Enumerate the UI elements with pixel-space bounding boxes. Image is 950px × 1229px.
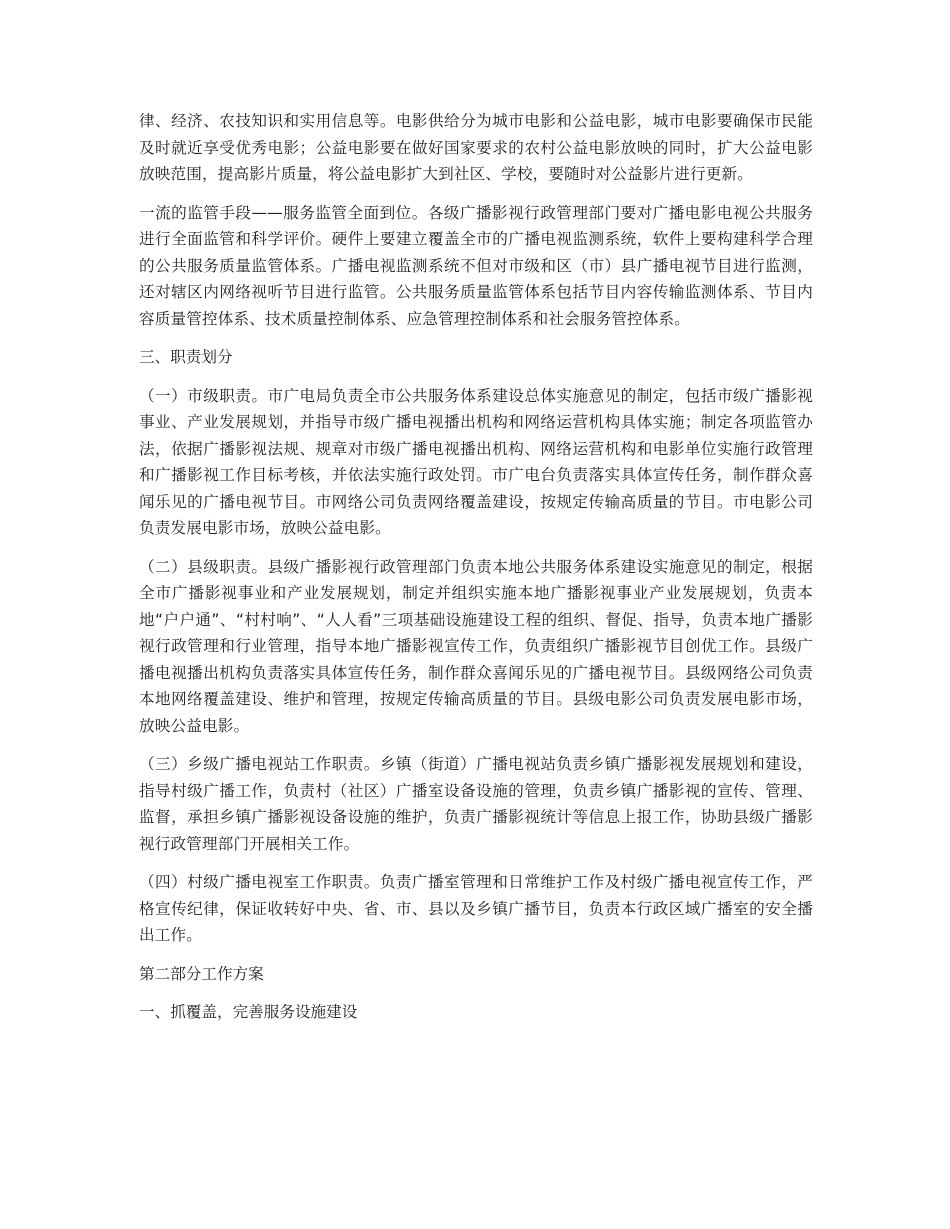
paragraph-film-supply: 律、经济、农技知识和实用信息等。电影供给分为城市电影和公益电影，城市电影要确保市民能及时就近享受优秀电影；公益电影要在做好国家要求的农村公益电影放映的同时，扩大公益电影放映范围，提高影片质量，将公益电影扩大到社区、学校，要随时对公益影片进行更新。: [139, 112, 813, 183]
section-heading-responsibilities: 三、职责划分: [139, 348, 233, 366]
paragraph-township-station: （三）乡级广播电视站工作职责。乡镇（街道）广播电视站负责乡镇广播影视发展规划和建设，指导村级广播工作，负责村（社区）广播室设备设施的管理，负责乡镇广播影视的宣传、管理、监督，承担乡镇广播影视设备设施的维护，负责广播影视统计等信息上报工作，协助县级广播影视行政管理部门开展相关工作。: [139, 755, 813, 853]
paragraph-supervision: 一流的监管手段——服务监管全面到位。各级广播影视行政管理部门要对广播电影电视公共服务进行全面监管和科学评价。硬件上要建立覆盖全市的广播电视监测系统，软件上要构建科学合理的公共服务质量监管体系。广播电视监测系统不但对市级和区（市）县广播电视节目进行监测，还对辖区内网络视听节目进行监管。公共服务质量监管体系包括节目内容传输监测体系、节目内容质量管控体系、技术质量控制体系、应急管理控制体系和社会服务管控体系。: [139, 203, 813, 328]
part-heading-work-plan: 第二部分工作方案: [139, 964, 264, 983]
paragraph-county-level: （二）县级职责。县级广播影视行政管理部门负责本地公共服务体系建设实施意见的制定，根据全市广播影视事业和产业发展规划，制定并组织实施本地广播影视事业产业发展规划，负责本地“户户通”、“村村响”、“人人看”三项基础设施建设工程的组织、督促、指导，负责本地广播影视行政管理和行业管理，指导本地广播影视宣传工作，负责组织广播影视节目创优工作。县级广播电视播出机构负责落实具体宣传任务，制作群众喜闻乐见的广播电视节目。县级网络公司负责本地网络覆盖建设、维护和管理，按规定传输高质量的节目。县级电影公司负责发展电影市场，放映公益电影。: [139, 557, 813, 735]
paragraph-village-room: （四）村级广播电视室工作职责。负责广播室管理和日常维护工作及村级广播电视宣传工作，严格宣传纪律，保证收转好中央、省、市、县以及乡镇广播节目，负责本行政区域广播室的安全播出工作。: [139, 873, 813, 944]
section-heading-coverage: 一、抓覆盖，完善服务设施建设: [139, 1003, 358, 1021]
paragraph-city-level: （一）市级职责。市广电局负责全市公共服务体系建设总体实施意见的制定，包括市级广播影视事业、产业发展规划，并指导市级广播电视播出机构和网络运营机构具体实施；制定各项监管办法，依据广播影视法规、规章对市级广播电视播出机构、网络运营机构和电影单位实施行政管理和广播影视工作目标考核，并依法实施行政处罚。市广电台负责落实具体宣传任务，制作群众喜闻乐见的广播电视节目。市网络公司负责网络覆盖建设，按规定传输高质量的节目。市电影公司负责发展电影市场，放映公益电影。: [139, 386, 813, 537]
document-page: [139, 108, 813, 1038]
